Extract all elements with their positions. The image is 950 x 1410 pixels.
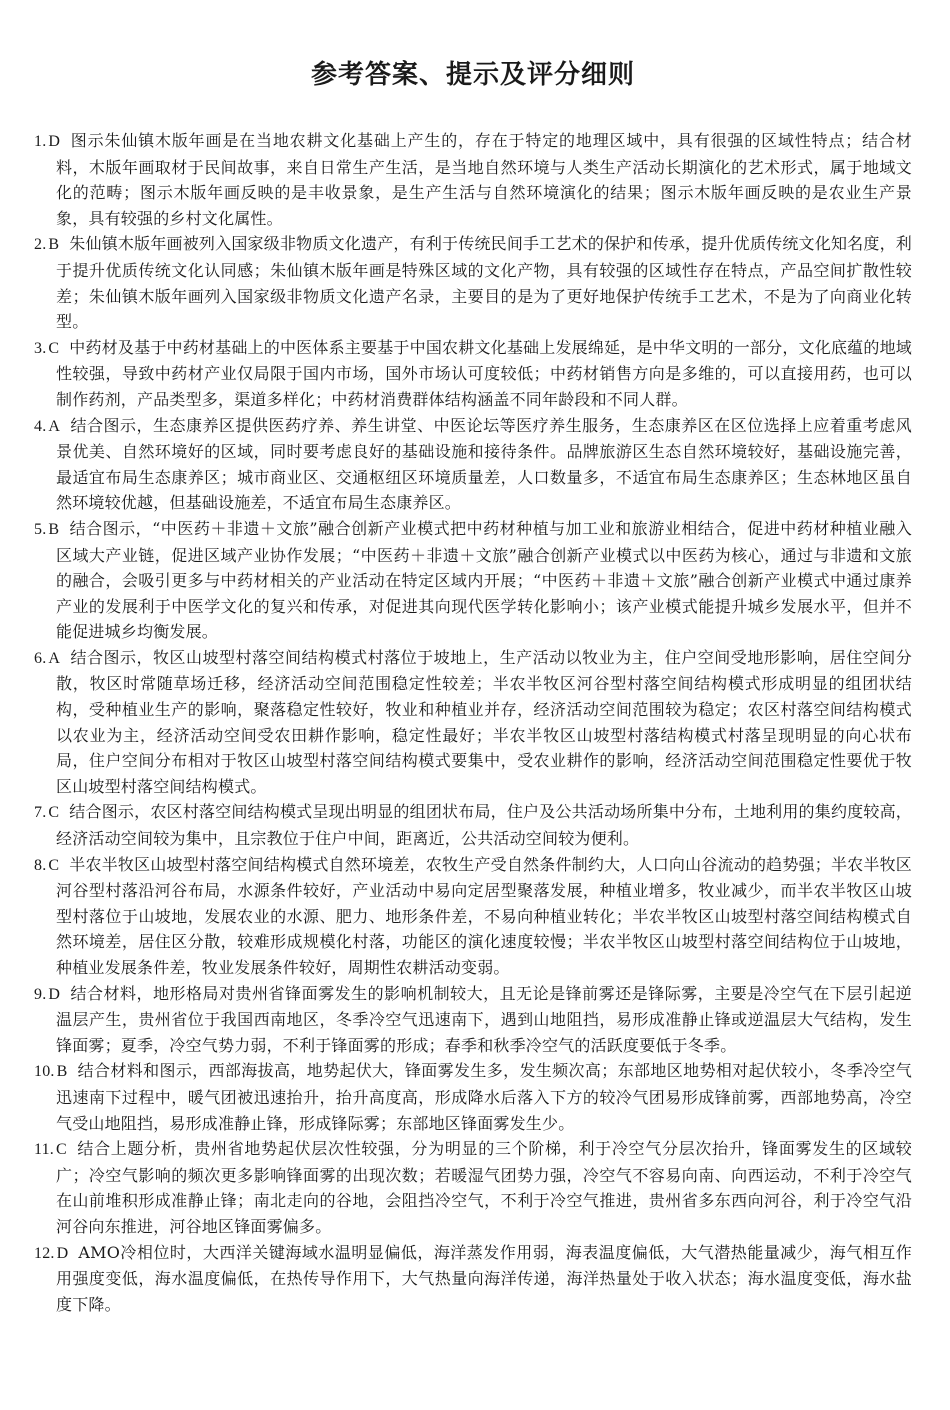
answer-item xyxy=(34,981,912,1059)
answer-explanation: 结合图示，“中医药＋非遗＋文旅”融合创新产业模式把中药材种植与加工业和旅游业相结合，促进中药材种植业融入区域大产业链，促进区域产业协作发展；“中医药＋非遗＋文旅”融合创新产业模式以中医药为核心，通过与非遗和文旅的融合，会吸引更多与中药材相关的产业活动在特定区域内开展；“中医药＋非遗＋文旅”融合创新产业模式中通过康养产业的发展利于中医学文化的复兴和传承，对促进其向现代医学转化影响小；该产业模式能提升城乡发展水平，但并不能促进城乡均衡发展。 xyxy=(56,518,912,642)
answer-item xyxy=(34,413,912,516)
question-number: 3. xyxy=(34,339,47,357)
answer-item xyxy=(34,645,912,800)
question-number: 11. xyxy=(34,1141,55,1159)
answer-item xyxy=(34,516,912,645)
question-number: 12. xyxy=(34,1244,55,1262)
answer-explanation: 图示朱仙镇木版年画是在当地农耕文化基础上产生的，存在于特定的地理区域中，具有很强的区域性特点；结合材料，木版年画取材于民间故事，来自日常生产生活，是当地自然环境与人类生产活动长期演化的艺术形式，属于地域文化的范畴；图示木版年画反映的是丰收景象，是生产生活与自然环境演化的结果；图示木版年画反映的是农业生产景象，具有较强的乡村文化属性。 xyxy=(56,131,912,228)
answer-letter: B xyxy=(56,1063,68,1081)
question-number: 1. xyxy=(34,133,47,150)
question-number: 10. xyxy=(34,1063,55,1081)
answer-explanation: 结合材料和图示，西部海拔高，地势起伏大，锋面雾发生多，发生频次高；东部地区地势相对起伏较小，冬季冷空气迅速南下过程中，暖气团被迅速抬升，抬升高度高，形成降水后落入下方的较冷气团易形成锋前雾，西部地势高，冷空气受山地阻挡，易形成准静止锋，形成锋际雾；东部地区锋面雾发生少。 xyxy=(56,1061,912,1133)
answer-item xyxy=(34,799,912,851)
answer-explanation: 结合图示，牧区山坡型村落空间结构模式村落位于坡地上，生产活动以牧业为主，住户空间受地形影响，居住空间分散，牧区时常随草场迁移，经济活动空间范围稳定性较差；半农半牧区河谷型村落空间结构模式形成明显的组团状结构，受种植业生产的影响，聚落稳定性较好，牧业和种植业并存，经济活动空间范围较为稳定；农区村落空间结构模式以农业为主，经济活动空间受农田耕作影响，稳定性最好；半农半牧区山坡型村落结构模式村落呈现明显的向心状布局，住户空间分布相对于牧区山坡型村落空间结构模式要集中，受农业耕作的影响，经济活动空间范围稳定性要优于牧区山坡型村落空间结构模式。 xyxy=(56,647,912,796)
answer-letter: A xyxy=(48,649,61,667)
answer-explanation: 结合图示，农区村落空间结构模式呈现出明显的组团状布局，住户及公共活动场所集中分布，土地利用的集约度较高，经济活动空间较为集中，且宗教位于住户中间，距离近，公共活动空间较为便利。 xyxy=(56,802,912,849)
answer-letter: C xyxy=(48,339,60,357)
answer-letter: B xyxy=(48,236,60,254)
answer-letter: C xyxy=(56,1141,67,1159)
answer-letter: D xyxy=(56,1244,69,1262)
answer-explanation: 结合材料，地形格局对贵州省锋面雾发生的影响机制较大，且无论是锋前雾还是锋际雾，主要是冷空气在下层引起逆温层产生，贵州省位于我国西南地区，冬季冷空气迅速南下，遇到山地阻挡，易形成准静止锋或逆温层大气结构，发生锋面雾；夏季，冷空气势力弱，不利于锋面雾的形成；春季和秋季冷空气的活跃度要低于冬季。 xyxy=(56,983,912,1055)
answer-item xyxy=(34,231,912,334)
answer-letter: B xyxy=(48,520,60,538)
answer-letter: C xyxy=(48,804,60,822)
answer-letter: D xyxy=(48,985,61,1003)
question-number: 7. xyxy=(34,804,47,822)
question-number: 2. xyxy=(34,236,47,254)
answer-item xyxy=(34,1136,912,1239)
question-number: 5. xyxy=(34,520,47,538)
answer-letter: C xyxy=(48,856,60,874)
answer-list xyxy=(34,128,912,1317)
answer-explanation: 中药材及基于中药材基础上的中医体系主要基于中国农耕文化基础上发展绵延，是中华文明的一部分，文化底蕴的地域性较强，导致中药材产业仅局限于国内市场，国外市场认可度较低；中药材销售方向是多维的，可以直接用药，也可以制作药剂，产品类型多，渠道多样化；中药材消费群体结构涵盖不同年龄段和不同人群。 xyxy=(56,337,912,409)
answer-explanation: 结合图示，生态康养区提供医药疗养、养生讲堂、中医论坛等医疗养生服务，生态康养区在区位选择上应着重考虑风景优美、自然环境好的区域，同时要考虑良好的基础设施和接待条件。品牌旅游区生态自然环境较好，基础设施完善，最适宜布局生态康养区；城市商业区、交通枢纽区环境质量差，人口数量多，不适宜布局生态康养区；生态林地区虽自然环境较优越，但基础设施差，不适宜布局生态康养区。 xyxy=(56,415,912,513)
page-title: 参考答案、提示及评分细则 xyxy=(310,60,635,90)
answer-explanation: 朱仙镇木版年画被列入国家级非物质文化遗产，有利于传统民间手工艺术的保护和传承，提升优质传统文化知名度，利于提升优质传统文化认同感；朱仙镇木版年画是特殊区域的文化产物，具有较强的区域性存在特点，产品空间扩散性较差；朱仙镇木版年画列入国家级非物质文化遗产名录，主要目的是为了更好地保护传统手工艺术，不是为了向商业化转型。 xyxy=(56,234,912,332)
question-number: 4. xyxy=(34,417,47,435)
answer-letter: D xyxy=(48,133,61,150)
answer-explanation: 半农半牧区山坡型村落空间结构模式自然环境差，农牧生产受自然条件制约大，人口向山谷流动的趋势强；半农半牧区河谷型村落沿河谷布局，水源条件较好，产业活动中易向定居型聚落发展，种植业增多，牧业减少，而半农半牧区山坡型村落位于山坡地，发展农业的水源、肥力、地形条件差，不易向种植业转化；半农半牧区山坡型村落空间结构模式自然环境差，居住区分散，较难形成规模化村落，功能区的演化速度较慢；半农半牧区山坡型村落空间结构位于山坡地，种植业发展条件差，牧业发展条件较好，周期性农耕活动变弱。 xyxy=(56,854,912,977)
question-number: 8. xyxy=(34,856,47,874)
answer-explanation: 结合上题分析，贵州省地势起伏层次性较强，分为明显的三个阶梯，利于冷空气分层次抬升，锋面雾发生的区域较广；冷空气影响的频次更多影响锋面雾的出现次数；若暖湿气团势力强，冷空气不容易向南、向西运动，不利于冷空气在山前堆积形成准静止锋；南北走向的谷地，会阻挡冷空气，不利于冷空气推进，贵州省多东西向河谷，利于冷空气沿河谷向东推进，河谷地区锋面雾偏多。 xyxy=(56,1139,912,1236)
answer-letter: A xyxy=(48,417,61,435)
answer-item xyxy=(34,1240,912,1318)
question-number: 6. xyxy=(34,649,47,667)
answer-item xyxy=(34,852,912,981)
answer-item xyxy=(34,335,912,413)
answer-item xyxy=(34,1058,912,1136)
answer-explanation: AMO冷相位时，大西洋关键海域水温明显偏低，海洋蒸发作用弱，海表温度偏低，大气潜热能量减少，海气相互作用强度变低，海水温度偏低，在热传导作用下，大气热量向海洋传递，海洋热量处于收入状态；海水温度变低，海水盐度下降。 xyxy=(56,1242,912,1314)
question-number: 9. xyxy=(34,985,47,1003)
answer-item xyxy=(34,128,912,231)
